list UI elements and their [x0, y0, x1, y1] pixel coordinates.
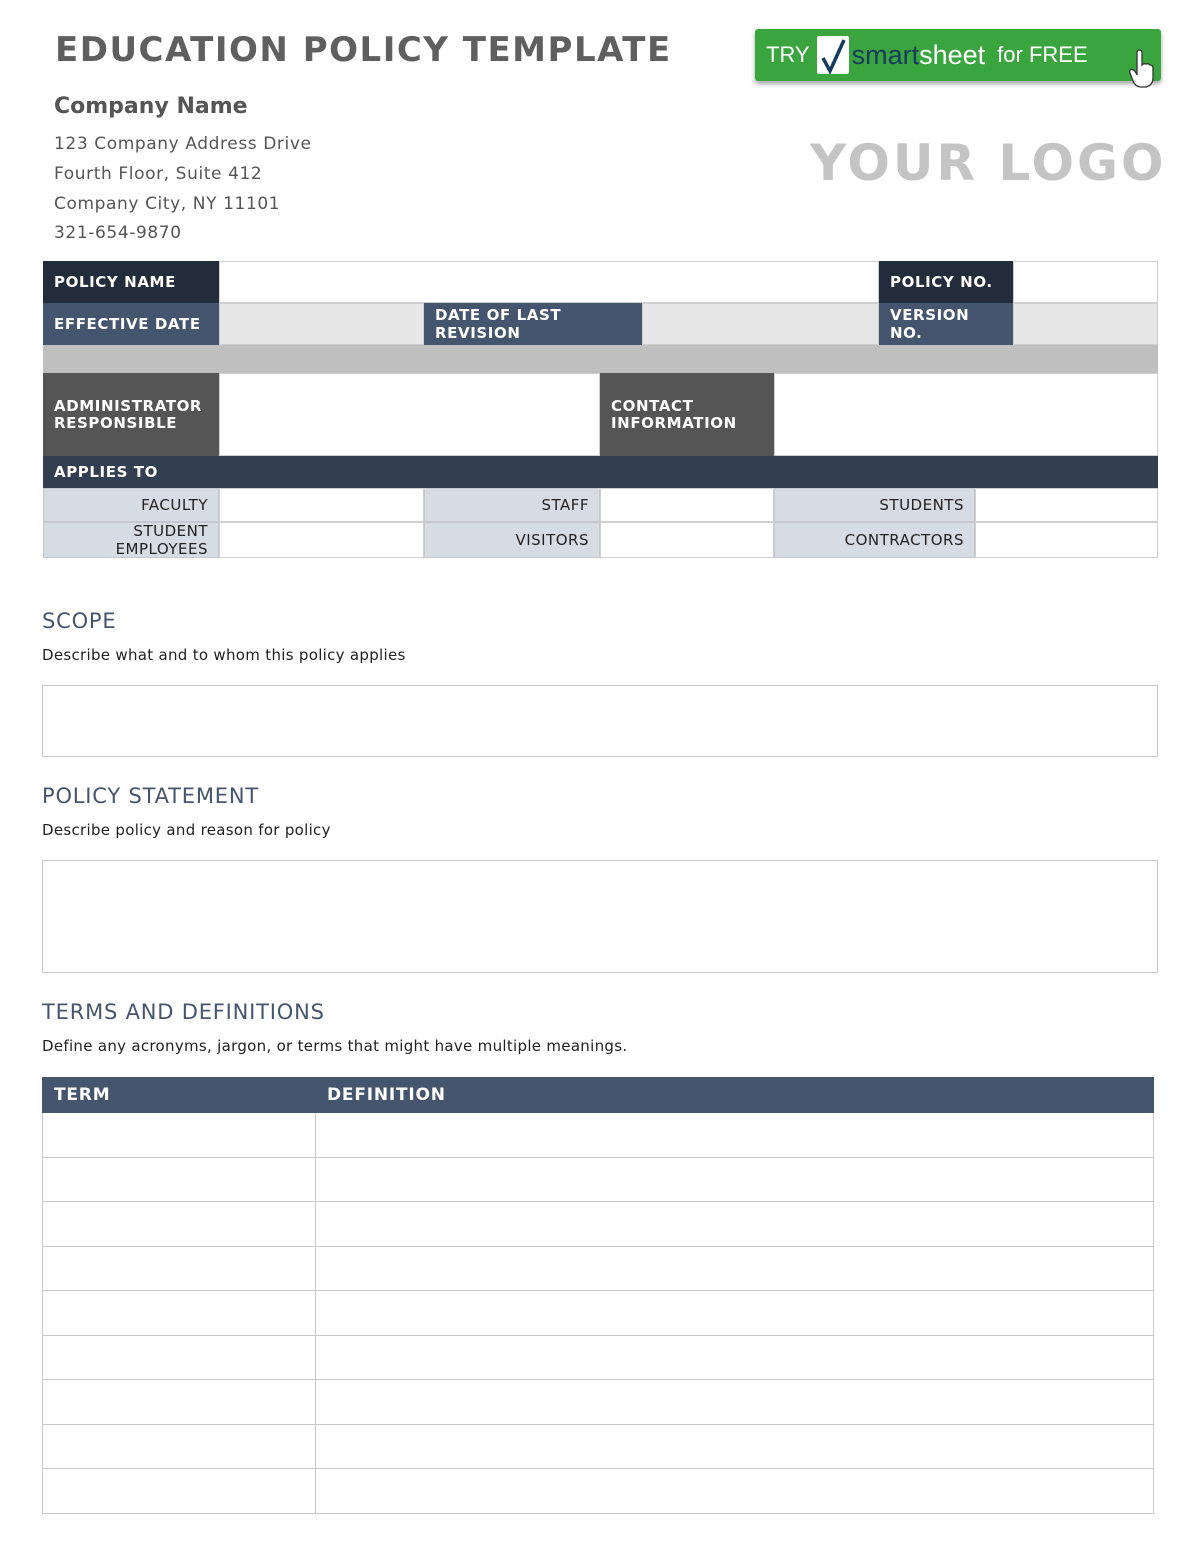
terms-table — [42, 1077, 1154, 1514]
staff-label: STAFF — [424, 488, 600, 522]
applies-to-header: APPLIES TO — [43, 456, 1158, 488]
effective-date-label: EFFECTIVE DATE — [43, 303, 219, 345]
definition-cell[interactable] — [316, 1380, 1154, 1425]
visitors-label: VISITORS — [424, 522, 600, 558]
contractors-label: CONTRACTORS — [774, 522, 975, 558]
definition-cell[interactable] — [316, 1335, 1154, 1380]
terms-header-row — [43, 1078, 1154, 1113]
definition-cell[interactable] — [316, 1424, 1154, 1469]
table-row — [43, 1335, 1154, 1380]
term-cell[interactable] — [43, 1469, 316, 1514]
staff-field[interactable] — [600, 488, 774, 522]
checkmark-icon — [817, 36, 849, 74]
students-label: STUDENTS — [774, 488, 975, 522]
policy-no-label: POLICY NO. — [879, 261, 1013, 303]
contact-field[interactable] — [774, 373, 1158, 456]
term-cell[interactable] — [43, 1335, 316, 1380]
policy-name-field[interactable] — [219, 261, 879, 303]
table-row — [43, 1380, 1154, 1425]
banner-try-label: TRY — [766, 42, 810, 67]
page-title: EDUCATION POLICY TEMPLATE — [55, 30, 672, 70]
address-line-1: 123 Company Address Drive — [54, 134, 312, 154]
definition-cell[interactable] — [316, 1469, 1154, 1514]
contractors-field[interactable] — [975, 522, 1158, 558]
terms-title: TERMS AND DEFINITIONS — [42, 1000, 325, 1024]
table-row — [43, 1424, 1154, 1469]
address-line-3: Company City, NY 11101 — [54, 194, 281, 214]
table-row — [43, 1202, 1154, 1247]
try-smartsheet-button[interactable] — [755, 29, 1161, 81]
scope-title: SCOPE — [42, 609, 117, 633]
administrator-label: ADMINISTRATOR RESPONSIBLE — [43, 373, 219, 456]
brand-sheet: sheet — [919, 39, 986, 70]
faculty-field[interactable] — [219, 488, 424, 522]
definition-column-header: DEFINITION — [316, 1078, 1154, 1113]
contact-label: CONTACT INFORMATION — [600, 373, 774, 456]
effective-date-field[interactable] — [219, 303, 424, 345]
student-employees-label: STUDENT EMPLOYEES — [43, 522, 219, 558]
terms-description: Define any acronyms, jargon, or terms that might have multiple meanings. — [42, 1037, 628, 1055]
administrator-field[interactable] — [219, 373, 600, 456]
separator-bar — [43, 345, 1158, 373]
version-no-field[interactable] — [1013, 303, 1158, 345]
company-name: Company Name — [54, 94, 248, 119]
faculty-label: FACULTY — [43, 488, 219, 522]
policy-statement-title: POLICY STATEMENT — [42, 784, 259, 808]
definition-cell[interactable] — [316, 1113, 1154, 1158]
definition-cell[interactable] — [316, 1291, 1154, 1336]
term-cell[interactable] — [43, 1424, 316, 1469]
scope-description: Describe what and to whom this policy applies — [42, 646, 406, 664]
brand-smart: smart — [851, 39, 920, 70]
term-cell[interactable] — [43, 1157, 316, 1202]
policy-statement-text-box[interactable] — [42, 860, 1158, 973]
term-cell[interactable] — [43, 1113, 316, 1158]
scope-text-box[interactable] — [42, 685, 1158, 757]
pointer-hand-icon — [1129, 49, 1155, 93]
phone-number: 321-654-9870 — [54, 223, 182, 243]
date-last-revision-field[interactable] — [642, 303, 879, 345]
students-field[interactable] — [975, 488, 1158, 522]
definition-cell[interactable] — [316, 1157, 1154, 1202]
visitors-field[interactable] — [600, 522, 774, 558]
definition-cell[interactable] — [316, 1246, 1154, 1291]
version-no-label: VERSION NO. — [879, 303, 1013, 345]
table-row — [43, 1113, 1154, 1158]
policy-statement-description: Describe policy and reason for policy — [42, 821, 331, 839]
table-row — [43, 1291, 1154, 1336]
table-row — [43, 1469, 1154, 1514]
term-cell[interactable] — [43, 1246, 316, 1291]
banner-for-free-label: for FREE — [997, 42, 1088, 67]
term-cell[interactable] — [43, 1380, 316, 1425]
date-last-revision-label: DATE OF LAST REVISION — [424, 303, 642, 345]
logo-placeholder: YOUR LOGO — [810, 134, 1167, 192]
smartsheet-brand — [852, 40, 986, 71]
term-cell[interactable] — [43, 1291, 316, 1336]
policy-no-field[interactable] — [1013, 261, 1158, 303]
term-column-header: TERM — [43, 1078, 316, 1113]
address-line-2: Fourth Floor, Suite 412 — [54, 164, 263, 184]
policy-name-label: POLICY NAME — [43, 261, 219, 303]
table-row — [43, 1246, 1154, 1291]
student-employees-field[interactable] — [219, 522, 424, 558]
term-cell[interactable] — [43, 1202, 316, 1247]
table-row — [43, 1157, 1154, 1202]
definition-cell[interactable] — [316, 1202, 1154, 1247]
